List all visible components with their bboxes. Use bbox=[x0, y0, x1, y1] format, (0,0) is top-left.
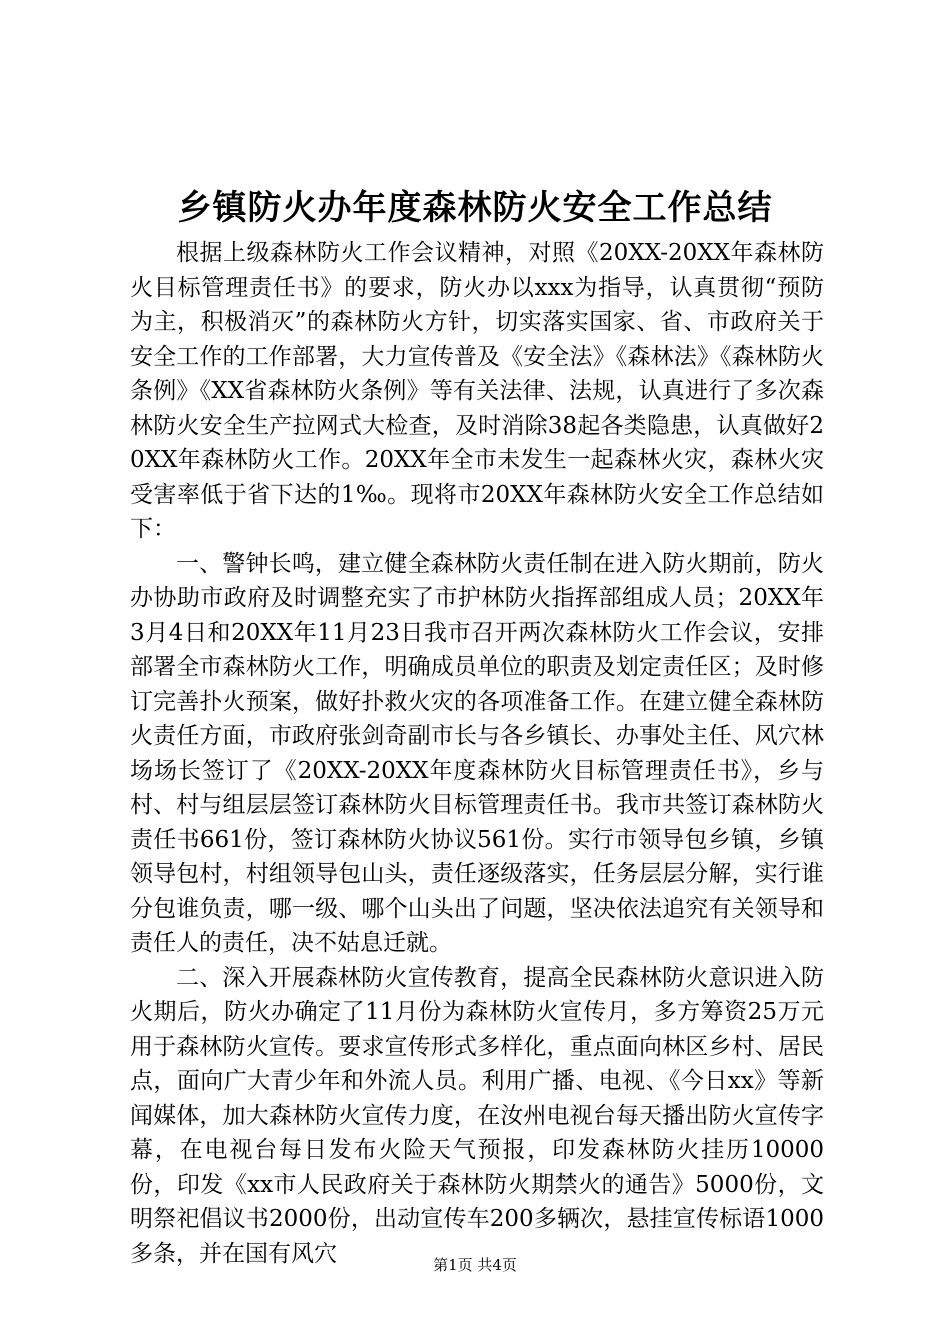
paragraph-section-1: 一、警钟长鸣，建立健全森林防火责任制在进入防火期前，防火办协助市政府及时调整充实了市护林防火指挥部组成人员；20XX年3月4日和20XX年11月23日我市召开两次森林防火工作会议，安排部署全市森林防火工作，明确成员单位的职责及划定责任区；及时修订完善扑火预案，做好扑救火灾的各项准备工作。在建立健全森林防火责任方面，市政府张剑奇副市长与各乡镇长、办事处主任、风穴林场场长签订了《20XX-20XX年度森林防火目标管理责任书》，乡与村、村与组层层签订森林防火目标管理责任书。我市共签订森林防火责任书661份，签订森林防火协议561份。实行市领导包乡镇，乡镇领导包村，村组领导包山头，责任逐级落实，任务层层分解，实行谁分包谁负责，哪一级、哪个山头出了问题，坚决依法追究有关领导和责任人的责任，决不姑息迁就。 bbox=[130, 550, 824, 956]
document-title: 乡镇防火办年度森林防火安全工作总结 bbox=[177, 188, 773, 228]
document-body bbox=[130, 236, 824, 1271]
paragraph-section-2: 二、深入开展森林防火宣传教育，提高全民森林防火意识进入防火期后，防火办确定了11月份为森林防火宣传月，多方筹资25万元用于森林防火宣传。要求宣传形式多样化，重点面向林区乡村、居民点，面向广大青少年和外流人员。利用广播、电视、《今日xx》等新闻媒体，加大森林防火宣传力度，在汝州电视台每天播出防火宣传字幕，在电视台每日发布火险天气预报，印发森林防火挂历10000份，印发《xx市人民政府关于森林防火期禁火的通告》5000份，文明祭祀倡议书2000份，出动宣传车200多辆次，悬挂宣传标语1000多条，并在国有风穴 bbox=[130, 964, 824, 1267]
page-footer: 第1页 共4页 bbox=[433, 1256, 517, 1274]
paragraph-intro: 根据上级森林防火工作会议精神，对照《20XX-20XX年森林防火目标管理责任书》的要求，防火办以xxx为指导，认真贯彻“预防为主，积极消灭”的森林防火方针，切实落实国家、省、市政府关于安全工作的工作部署，大力宣传普及《安全法》《森林法》《森林防火条例》《XX省森林防火条例》等有关法律、法规，认真进行了多次森林防火安全生产拉网式大检查，及时消除38起各类隐患，认真做好20XX年森林防火工作。20XX年全市未发生一起森林火灾，森林火灾受害率低于省下达的1‰。现将市20XX年森林防火安全工作总结如下： bbox=[130, 240, 824, 542]
